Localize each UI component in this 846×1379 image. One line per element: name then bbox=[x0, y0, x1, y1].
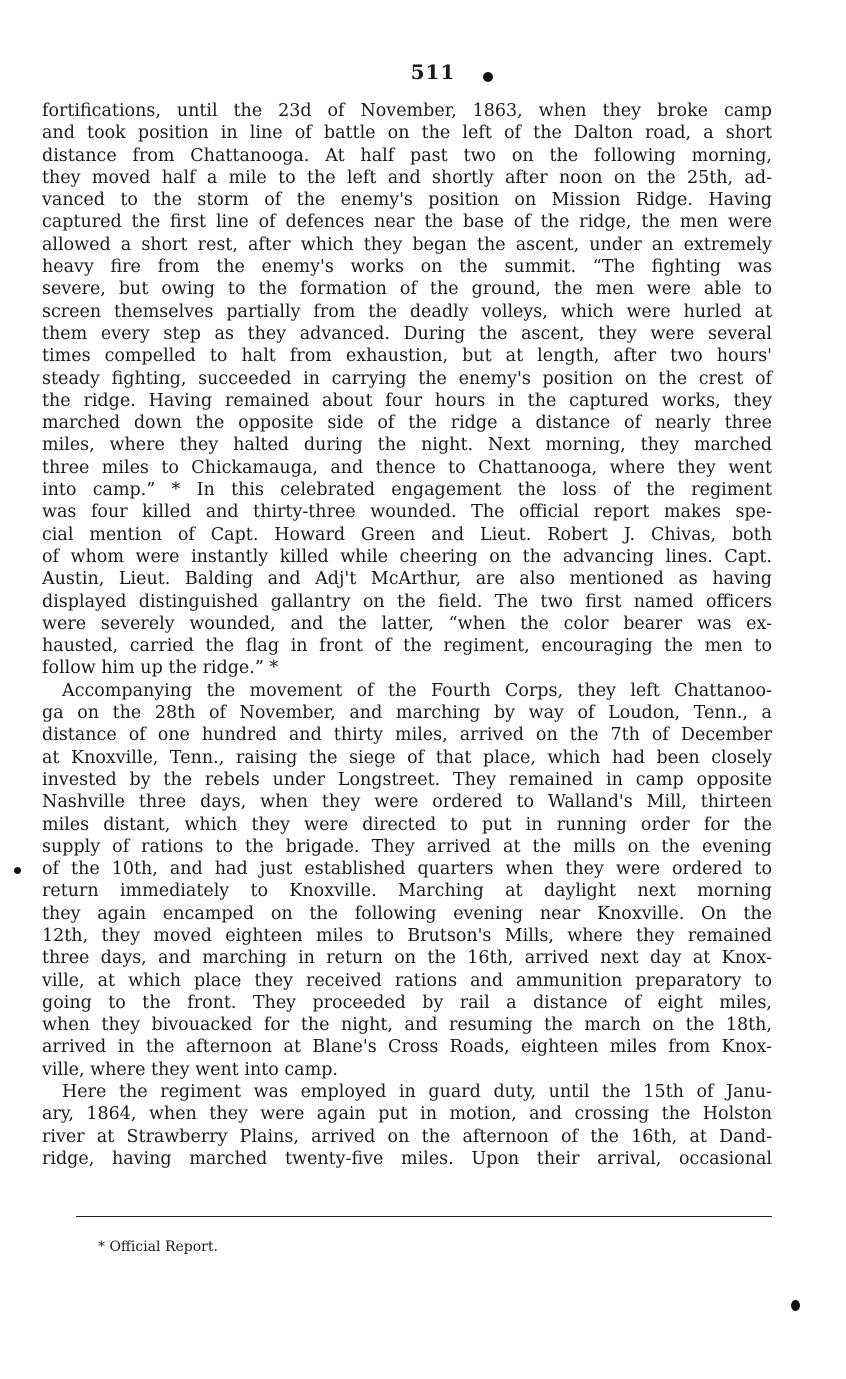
text-line: Austin, Lieut. Balding and Adj't McArthur, are also mentioned as having bbox=[42, 569, 772, 590]
paragraph bbox=[42, 680, 772, 1081]
text-line: of whom were instantly killed while cheering on the advancing lines. Capt. bbox=[42, 546, 772, 567]
text-line: vanced to the storm of the enemy's position on Mission Ridge. Having bbox=[42, 190, 772, 211]
text-line: hausted, carried the flag in front of the regiment, encouraging the men to bbox=[42, 636, 772, 657]
text-line: captured the first line of defences near the base of the ridge, the men were bbox=[42, 212, 772, 233]
text-line: severe, but owing to the formation of the ground, the men were able to bbox=[42, 279, 772, 300]
text-line: screen themselves partially from the deadly volleys, which were hurled at bbox=[42, 301, 772, 322]
text-line: miles, where they halted during the night. Next morning, they marched bbox=[42, 435, 772, 456]
text-line: three miles to Chickamauga, and thence to Chattanooga, where they went bbox=[42, 457, 772, 478]
text-line: ary, 1864, when they were again put in motion, and crossing the Holston bbox=[42, 1104, 772, 1125]
text-line: ville, where they went into camp. bbox=[42, 1059, 338, 1080]
text-line: 12th, they moved eighteen miles to Brutson's Mills, where they remained bbox=[42, 925, 772, 946]
text-line: allowed a short rest, after which they began the ascent, under an extremely bbox=[42, 234, 772, 255]
margin-ink-mark bbox=[14, 867, 21, 874]
text-line: at Knoxville, Tenn., raising the siege of that place, which had been closely bbox=[42, 747, 772, 768]
text-line: was four killed and thirty-three wounded. The official report makes spe- bbox=[42, 502, 772, 523]
text-line: miles distant, which they were directed to put in running order for the bbox=[42, 814, 772, 835]
page-number: 511 bbox=[410, 60, 456, 84]
footnote-rule bbox=[76, 1216, 772, 1217]
text-line: they again encamped on the following evening near Knoxville. On the bbox=[42, 903, 772, 924]
text-line: arrived in the afternoon at Blane's Cross Roads, eighteen miles from Knox- bbox=[42, 1037, 772, 1058]
text-line: and took position in line of battle on the left of the Dalton road, a short bbox=[42, 123, 772, 144]
text-line: the ridge. Having remained about four hours in the captured works, they bbox=[42, 390, 772, 411]
text-line: distance of one hundred and thirty miles, arrived on the 7th of December bbox=[42, 725, 772, 746]
text-line: ga on the 28th of November, and marching by way of Loudon, Tenn., a bbox=[42, 703, 772, 724]
text-line: marched down the opposite side of the ridge a distance of nearly three bbox=[42, 413, 772, 434]
text-line: into camp.” * In this celebrated engagement the loss of the regiment bbox=[42, 480, 772, 501]
paragraph bbox=[42, 1081, 772, 1170]
text-line: of the 10th, and had just established quarters when they were ordered to bbox=[42, 859, 772, 880]
text-line: ville, at which place they received rations and ammunition preparatory to bbox=[42, 970, 772, 991]
text-line: steady fighting, succeeded in carrying the enemy's position on the crest of bbox=[42, 368, 772, 389]
text-line: supply of rations to the brigade. They arrived at the mills on the evening bbox=[42, 836, 772, 857]
text-line: Accompanying the movement of the Fourth Corps, they left Chattanoo- bbox=[62, 680, 772, 701]
text-line: three days, and marching in return on the 16th, arrived next day at Knox- bbox=[42, 948, 772, 969]
text-line: when they bivouacked for the night, and resuming the march on the 18th, bbox=[42, 1015, 772, 1036]
text-line: return immediately to Knoxville. Marching at daylight next morning bbox=[42, 881, 772, 902]
text-line: distance from Chattanooga. At half past two on the following morning, bbox=[42, 145, 772, 166]
paragraph bbox=[42, 100, 772, 680]
text-line: cial mention of Capt. Howard Green and Lieut. Robert J. Chivas, both bbox=[42, 524, 772, 545]
text-line: river at Strawberry Plains, arrived on the afternoon of the 16th, at Dand- bbox=[42, 1126, 772, 1147]
text-line: ridge, having marched twenty-five miles. Upon their arrival, occasional bbox=[42, 1148, 772, 1169]
text-line: times compelled to halt from exhaustion, but at length, after two hours' bbox=[42, 346, 772, 367]
text-line: invested by the rebels under Longstreet. They remained in camp opposite bbox=[42, 769, 772, 790]
text-line: fortifications, until the 23d of November, 1863, when they broke camp bbox=[42, 101, 772, 121]
text-line: Nashville three days, when they were ordered to Walland's Mill, thirteen bbox=[42, 792, 772, 813]
text-line: heavy fire from the enemy's works on the summit. “The fighting was bbox=[42, 257, 772, 278]
bottom-ink-mark bbox=[791, 1300, 800, 1311]
footnote: * Official Report. bbox=[98, 1239, 218, 1255]
text-line: follow him up the ridge.” * bbox=[42, 658, 279, 679]
text-line: them every step as they advanced. During the ascent, they were several bbox=[42, 323, 772, 344]
text-line: displayed distinguished gallantry on the field. The two first named officers bbox=[42, 591, 772, 612]
text-line: were severely wounded, and the latter, “when the color bearer was ex- bbox=[42, 613, 772, 634]
text-line: going to the front. They proceeded by rail a distance of eight miles, bbox=[42, 992, 772, 1013]
body-text bbox=[42, 100, 772, 1170]
text-line: Here the regiment was employed in guard duty, until the 15th of Janu- bbox=[62, 1082, 772, 1103]
text-line: they moved half a mile to the left and shortly after noon on the 25th, ad- bbox=[42, 167, 772, 188]
